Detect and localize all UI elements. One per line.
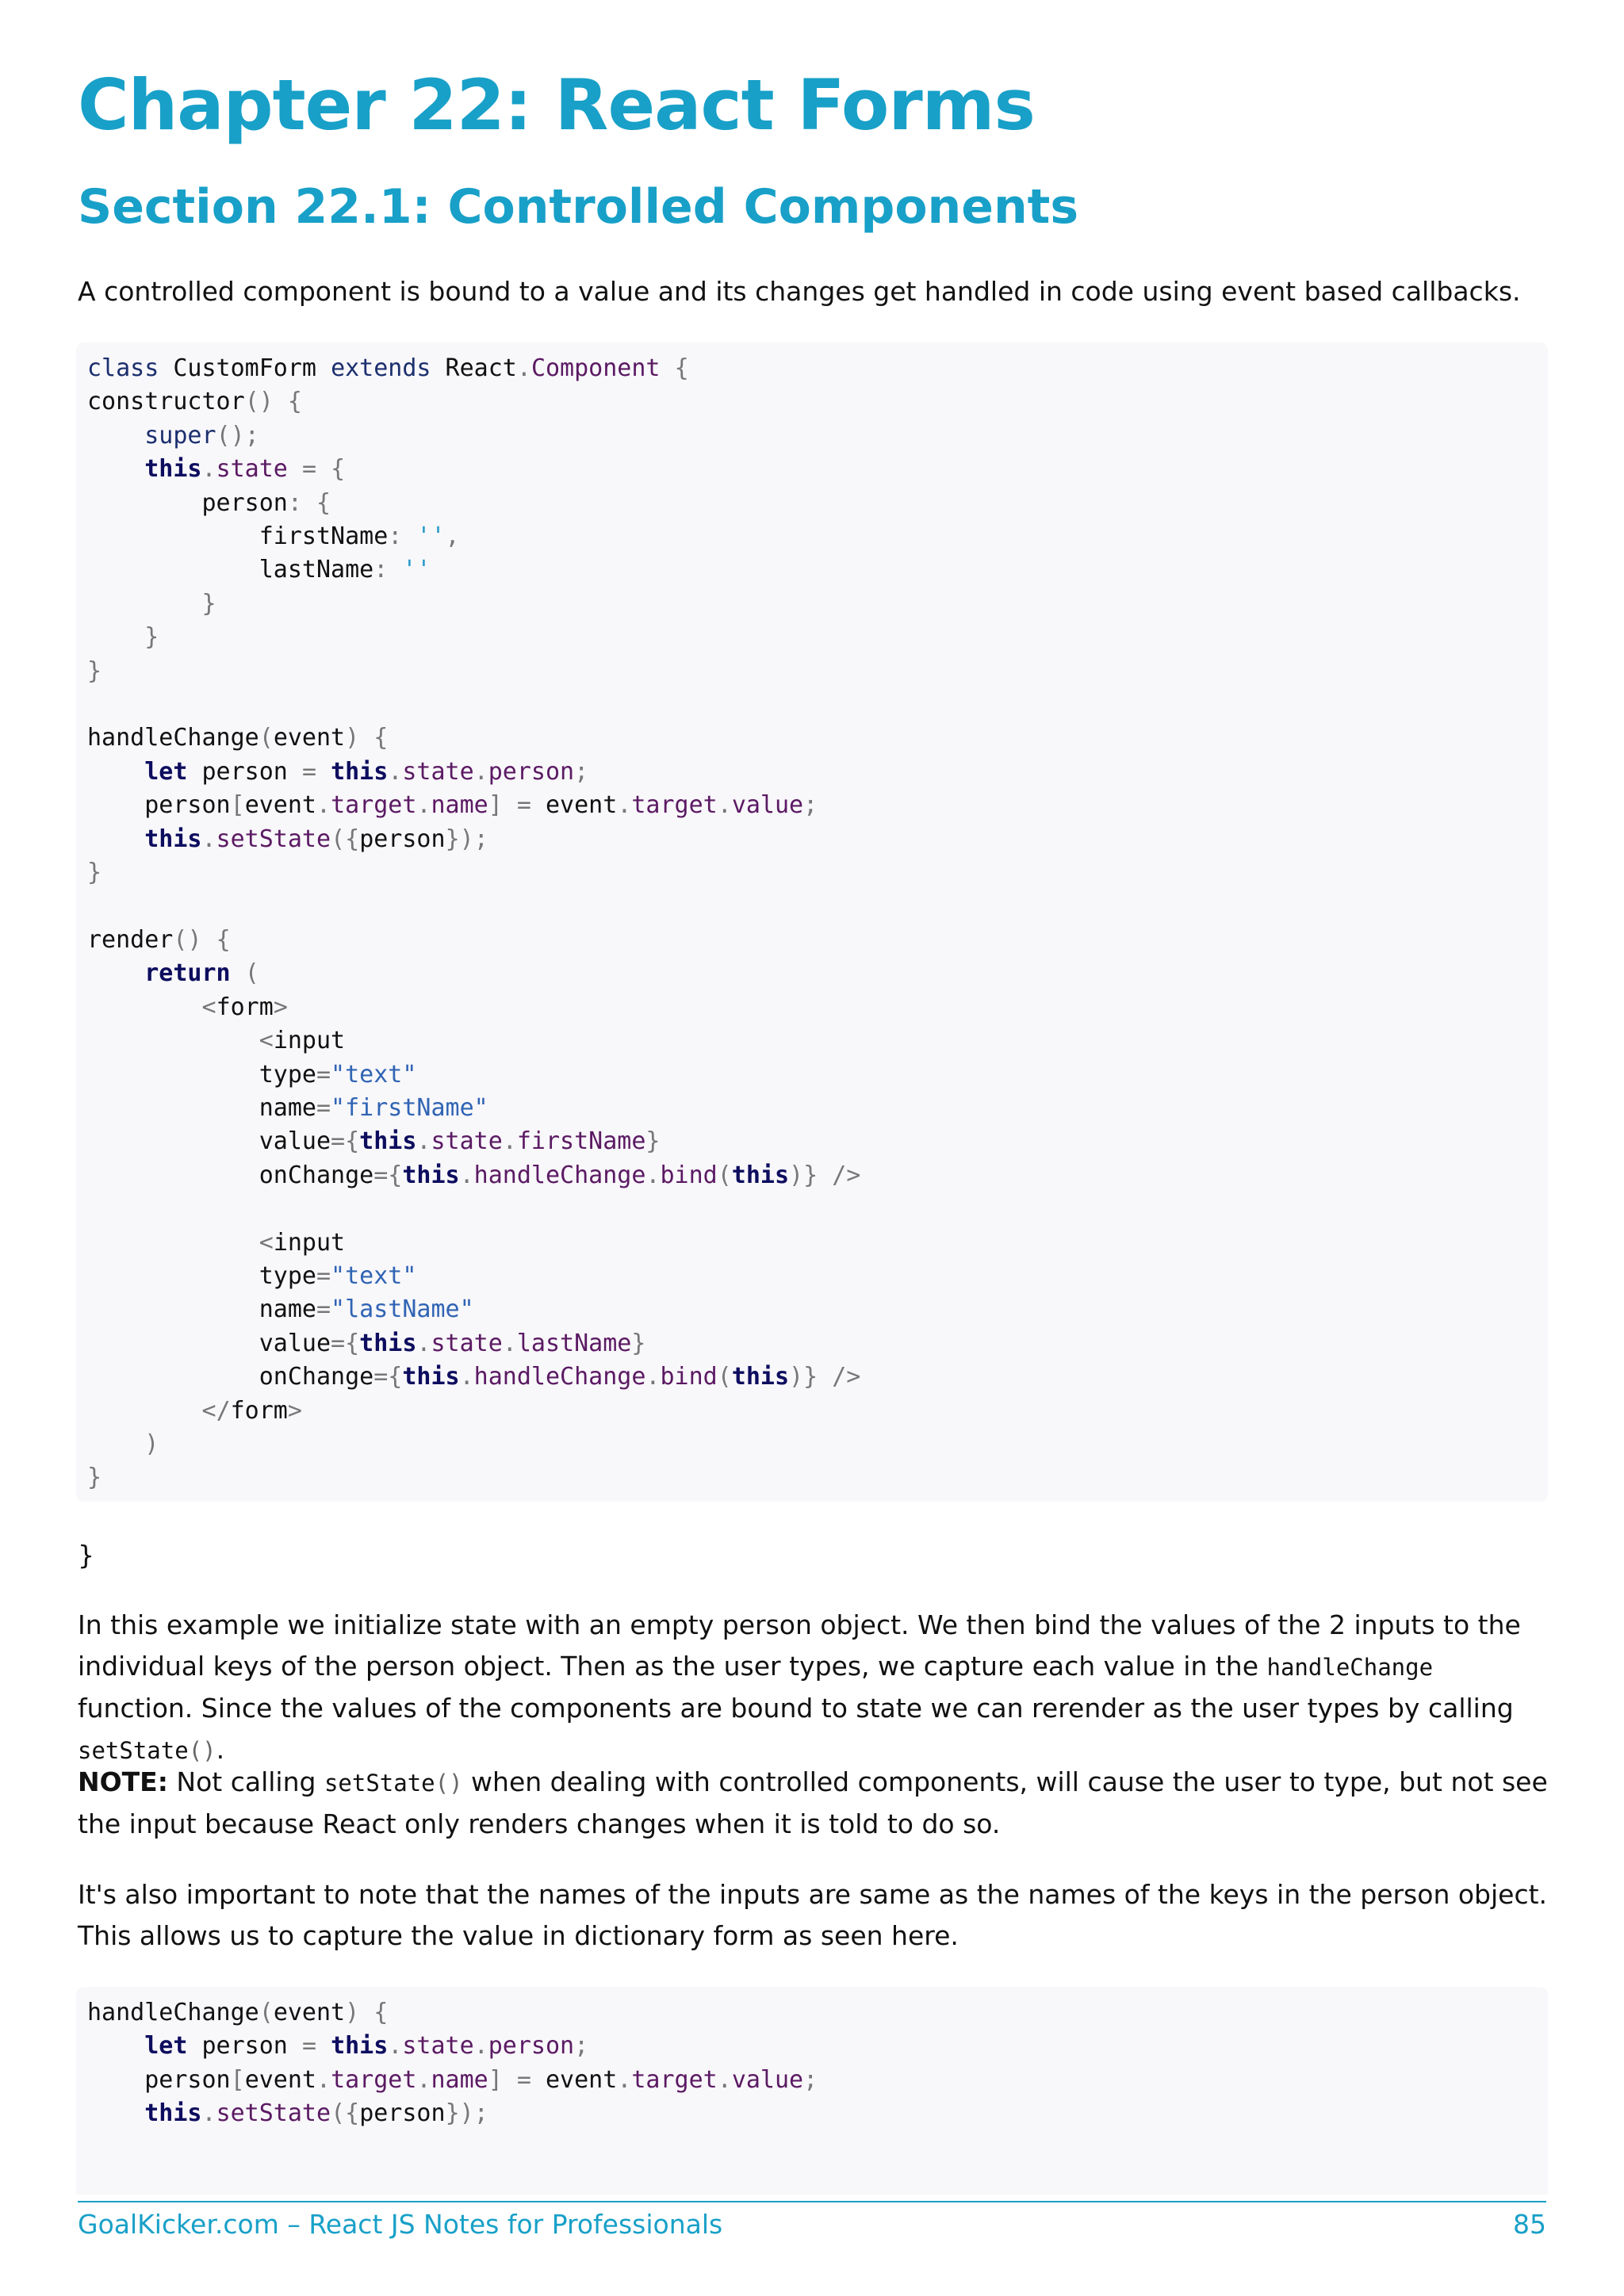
inline-code-setstate-paren: ()	[188, 1737, 216, 1764]
code-block-custom-form	[76, 342, 1548, 1502]
explanation-text-1: In this example we initialize state with an empty person object. We then bind the values of the 2 inputs to the individual keys of the person object. Then as the user types, we capture each value in the	[78, 1609, 1521, 1682]
code-listing-custom-form: class CustomForm extends React.Component { constructor() { super(); this.state = { person: { firstName: '', lastName: '' } } } handleChange(event) { let person = this.state.person; person[event.target.name] = event.target.value; this.setState({person}); } render() { return ( <form> <input type="text" name="firstName" value={this.state.firstName} onChange={this.handleChange.bind(this)} /> <input type="text" name="lastName" value={this.state.lastName} onChange={this.handleChange.bind(this)} /> </form> ) }	[87, 354, 861, 1492]
inline-code-setstate-note	[324, 1770, 463, 1797]
inline-code-setstate-note-name: setState	[324, 1770, 435, 1797]
footer-title: GoalKicker.com – React JS Notes for Professionals	[78, 2209, 723, 2240]
code-listing-handle-change: handleChange(event) { let person = this.state.person; person[event.target.name] = event.target.value; this.setState({person});	[87, 1999, 818, 2128]
closing-brace: }	[78, 1540, 94, 1571]
note-label: NOTE:	[78, 1766, 168, 1797]
explanation-paragraph	[78, 1605, 1553, 1771]
note-text-1: Not calling	[167, 1766, 324, 1797]
inline-code-handlechange: handleChange	[1266, 1654, 1434, 1681]
code-block-handle-change	[76, 1987, 1548, 2195]
explanation-text-3: .	[216, 1734, 225, 1765]
inline-code-setstate-note-paren: ()	[435, 1770, 463, 1797]
note-text-2: when dealing with controlled components, will cause the user to type, but not see the input because React only renders changes when it is told to do so.	[78, 1766, 1548, 1839]
inline-code-setstate-name: setState	[78, 1737, 189, 1764]
inline-code-setstate	[78, 1737, 216, 1764]
note-paragraph	[78, 1762, 1553, 1845]
chapter-title: Chapter 22: React Forms	[78, 64, 1035, 146]
page-number: 85	[1513, 2209, 1546, 2240]
explanation-text-2: function. Since the values of the components are bound to state we can rerender as the user types by calling	[78, 1693, 1514, 1724]
keys-paragraph: It's also important to note that the names of the inputs are same as the names of the keys in the person object. This allows us to capture the value in dictionary form as seen here.	[78, 1879, 1548, 1951]
footer-divider	[78, 2201, 1546, 2202]
intro-paragraph: A controlled component is bound to a value and its changes get handled in code using event based callbacks.	[78, 276, 1521, 307]
section-title: Section 22.1: Controlled Components	[78, 179, 1079, 235]
